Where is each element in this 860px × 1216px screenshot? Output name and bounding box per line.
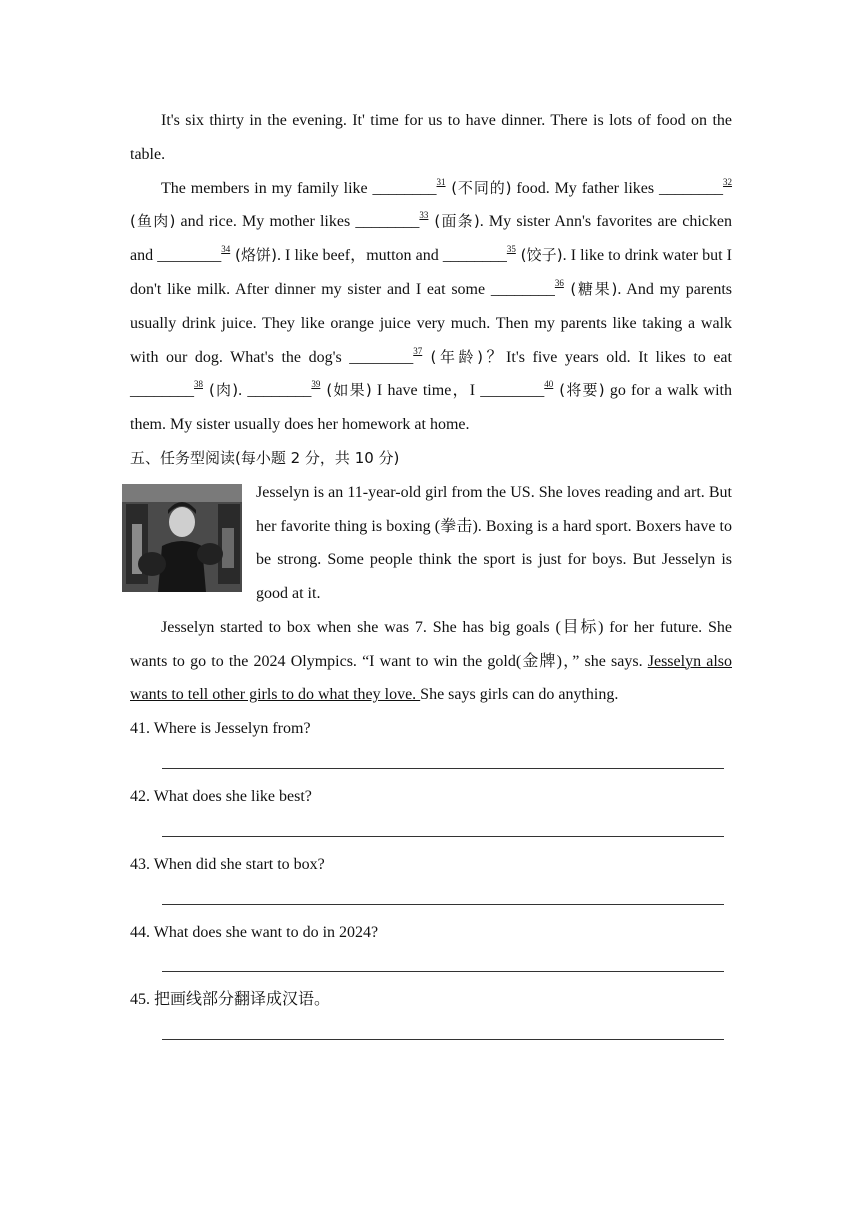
cloze-hint-33: (面条) (428, 212, 480, 231)
cloze-paragraph-2 (130, 172, 732, 442)
blank-number-33: 33 (419, 210, 429, 221)
question-42: 42. What does she like best? (130, 787, 312, 805)
cloze-hint-40: (将要) (553, 381, 605, 400)
cloze-blank-36[interactable]: ________ (490, 280, 555, 298)
question-45: 45. 把画线部分翻译成汉语。 (130, 991, 331, 1009)
blank-number-31: 31 (436, 176, 446, 187)
question-43: 43. When did she start to box? (130, 855, 325, 873)
question-44: 44. What does she want to do in 2024? (130, 923, 379, 941)
cloze-blank-40[interactable]: ________ (480, 382, 545, 400)
cloze-text: . And my parents usually drink juice. They like orange juice very much. Then my parents like taking a walk with our dog. What's the dog's (130, 280, 732, 366)
paragraph-2-start: Jesselyn started to box when she was 7. She has big goals (目标) for her future. She wants to go to the 2024 Olympics. “I want to win the gold(金牌)，” she says. (130, 618, 732, 670)
cloze-blank-34[interactable]: ________ (157, 247, 222, 265)
cloze-hint-31: (不同的) (445, 178, 512, 197)
cloze-text: go for a walk with them. My sister usually does her homework at home. (130, 382, 732, 434)
cloze-blank-32[interactable]: ________ (659, 179, 724, 197)
cloze-text: . (238, 382, 248, 400)
cloze-hint-36: (糖果) (563, 279, 618, 298)
cloze-text: food. My father likes (511, 179, 660, 197)
cloze-hint-34: (烙饼) (230, 246, 277, 265)
cloze-blank-38[interactable]: ________ (130, 382, 194, 400)
paragraph-2-end: She says girls can do anything. (420, 686, 619, 704)
underlined-sentence: Jesselyn also wants to tell other girls to do what they love. (130, 652, 732, 704)
answer-line-44[interactable] (130, 949, 732, 983)
cloze-text: ？It's five years old. It likes to eat (482, 348, 732, 366)
cloze-paragraph-1: It's six thirty in the evening. It' time for us to have dinner. There is lots of food on the table. (130, 112, 732, 163)
worksheet-page (130, 104, 732, 1051)
cloze-hint-38: (肉) (203, 381, 239, 400)
cloze-hint-35: (饺子) (515, 246, 563, 265)
answer-line-43[interactable] (130, 882, 732, 916)
cloze-blank-35[interactable]: ________ (442, 247, 507, 265)
cloze-text: . I like beef，mutton and (276, 247, 443, 265)
blank-number-36: 36 (554, 277, 564, 288)
cloze-text: I have time，I (371, 382, 481, 400)
question-41: 41. Where is Jesselyn from? (130, 720, 311, 738)
blank-number-37: 37 (413, 345, 423, 356)
blank-number-32: 32 (723, 176, 733, 187)
cloze-text: . I like to drink water but I don't like milk. After dinner my sister and I eat some (130, 247, 733, 298)
cloze-hint-32: (鱼肉) (130, 212, 176, 231)
boxing-photo (122, 484, 242, 592)
reading-paragraph-2 (130, 611, 732, 712)
question-list (130, 712, 732, 1051)
answer-line-41[interactable] (130, 746, 732, 780)
cloze-text: and rice. My mother likes (175, 213, 356, 231)
section-five-title: 五、任务型阅读(每小题 2 分，共 10 分) (130, 448, 400, 467)
cloze-blank-39[interactable]: ________ (247, 382, 312, 400)
answer-line-45[interactable] (130, 1017, 732, 1051)
blank-number-40: 40 (544, 379, 554, 390)
blank-number-38: 38 (194, 379, 203, 390)
intro-paragraph: Jesselyn is an 11-year-old girl from the US. She loves reading and art. But her favorite thing is boxing (拳击). Boxing is a hard sport. Boxers have to be strong. Some people think the sport is just for boys. But Jesselyn is good at it. (256, 483, 732, 603)
blank-number-34: 34 (221, 244, 231, 255)
cloze-hint-37: (年龄) (422, 347, 483, 366)
blank-number-35: 35 (506, 244, 516, 255)
blank-number-39: 39 (311, 379, 321, 390)
answer-line-42[interactable] (130, 814, 732, 848)
cloze-blank-31[interactable]: ________ (372, 179, 437, 197)
cloze-text: The members in my family like (161, 179, 373, 197)
cloze-blank-33[interactable]: ________ (355, 213, 420, 231)
reading-intro (130, 476, 732, 611)
cloze-blank-37[interactable]: ________ (349, 348, 414, 366)
cloze-text: . My sister Ann's favorites are chicken and (130, 213, 732, 265)
cloze-hint-39: (如果) (320, 381, 372, 400)
